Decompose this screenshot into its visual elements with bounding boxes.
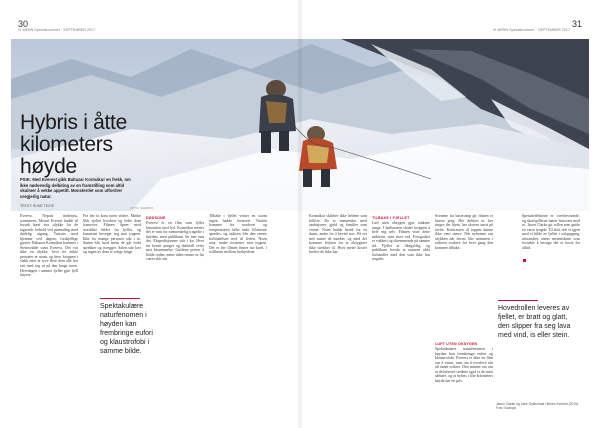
text-column bbox=[372, 214, 430, 410]
page-number-right: 31 bbox=[572, 19, 583, 29]
pullquote-left: Spektakulære naturfenomen i høyden kan frembringe eufori og klaustrofobi i samme bilde. bbox=[100, 303, 153, 355]
text-column bbox=[209, 214, 267, 410]
section-subhead: TILBAKE I FJELLET bbox=[372, 216, 410, 220]
column-text: Everest er en film som fyller kinosalen med lyd. Kormákur mener det er rom for menneskelig tragedie i høyden, men publikum får mer enn det. Ekspedisjonene står i kø. Hver tur koster penger og dødsfall veies mot berømmelse. Guidene prøver å holde orden, mens tiden renner ut før været slår om. bbox=[146, 221, 204, 262]
pullquote-rule bbox=[498, 300, 538, 301]
headline-line: kilometers bbox=[20, 133, 113, 156]
column-text: Tilbake i fjellet ventet en storm ingen hadde forutsett. Vinden kommer fra nordvest og temperaturen faller raskt. Klatrerne spredes, og radioen blir den eneste forbindelsen ned til leiren. Noen snur, andre fortsetter mot toppen. Det er her filmen finner sin kraft, i stillheten mellom beskjedene. bbox=[209, 214, 267, 255]
column-text: Everest, Nepals tinderuss, sommeren. Mount Everest hadde til forsøk bæst stor ulykke for de tagarede forhold ved pinmaling med dødelig utgang. Turister med hjemme ved dagens forskjellige gjester. Baltazar Kormákur kommer i Steinsvidde samt Everest. Det var ikke en ulykke, hvor tre enkle personer er utsatt og fører kroppen i slakk etter at tyve flere dem alle har tatt med seg ut på den lange turen. Hverdagen i samme fjellet gjør fjell høyere. bbox=[20, 214, 78, 278]
text-column bbox=[20, 214, 78, 410]
column-text: Fra leir to kom turen videre. Mørke fikk sjeltet hverken og ledet dem framover. Filmen åpner med storslåtte bilder fra fjellet, og kameraet beveger seg mot toppen. Ikke for mange personer står i ro. Snøen blir hard mens de går forbi sprekker og isvegger. Solen står lavt og ingen av dem er rolige lenge. bbox=[83, 214, 141, 255]
text-column bbox=[435, 214, 493, 284]
page-number-left: 30 bbox=[18, 19, 29, 29]
pullquote-right: Hovedrollen leveres av fjellet, er bratt og glatt, den slipper fra seg lava med vind, is eller stein. bbox=[498, 305, 571, 339]
text-column bbox=[309, 214, 367, 410]
header-meta-right: VI MENN Spesialnummer · SEPTEMBER 2017 bbox=[492, 28, 570, 32]
column-text: Kormákur skildrer ikke heltene som feilfrie. De er mennesker med ambisjoner, gjeld og familier som venter. Noen hadde betalt for en drøm, andre for å bevise noe. På vei ned møter de mørket, og med det kommer frykten for at oksygenet ikke strekker til. Hver meter koster krefter de ikke har. bbox=[309, 214, 367, 255]
column-text: Spektakulære naturfenomen i høyden kan frembringe eufori og klaustrofobi. Everest er ikke en film om å vinne, men om å overleve når alt annet svikter. Den minner oss om at de høyeste stedene også er de mest sårbare, og at hybris i åtte kilometers høyde har en pris. bbox=[435, 347, 493, 383]
article-byline: TEKST: RUNE TEIGE bbox=[20, 204, 55, 208]
photo-credit: FOTO: SCANPIX bbox=[130, 206, 154, 210]
section-subhead: LUFT UTEN OKSYGEN bbox=[435, 342, 478, 346]
header-meta-left: VI MENN Spesialnummer · SEPTEMBER 2017 bbox=[18, 28, 96, 32]
column-text: Luft uten oksygen gjør tankene tunge. I dødssonen slutter kroppen å hele seg selv. Filmen viser dette nøkternt, uten store ord. Fotografiet er vakkert og skremmende på samme tid. Fjellet er likegyldig, og publikum forstår at naturen aldri forhandler med den som ikke har respekt. bbox=[372, 221, 430, 262]
text-column bbox=[435, 340, 493, 410]
section-subhead: DØDSONE bbox=[146, 216, 166, 220]
article-headline bbox=[20, 112, 170, 178]
column-text: Spesialeffektene er overbevisende, og skuespillerne bærer historien med ro. Jason Clarke gir rollen som guide en varm tyngde. Til slutt står vi igjen med et bilde av fjellet i soloppgang, uforandret, mens menneskene som forsøkte å bestige det er borte for alltid. bbox=[522, 214, 580, 250]
gutter-shadow bbox=[297, 0, 303, 428]
end-mark bbox=[523, 259, 526, 262]
headline-line: høyde bbox=[20, 155, 77, 178]
photo-caption: Jason Clarke og Jake Gyllenhaal i filmen Everest (2015). Foto: Scanpix bbox=[496, 402, 580, 411]
article-standfirst: PSIK: Med Everest gikk Baltazar Kormákur en frekk, om ikke nødvendig delbiting av en framstilling som altid skulmer å vekke appetitt. Monsterdet som utfordrer uregjerlig natur. bbox=[20, 177, 131, 199]
pullquote-rule bbox=[100, 298, 140, 299]
column-text: Scenene fra basecamp gir filmen et lunere preg. Her drikkes te, her ringes det hjem, her skrives navn på tavler. Kontrasten til toppen kunne ikke vært større. Når nyhetene om ulykken når leiren, blir stemmen i radioen svakere for hver gang den kommer tilbake. bbox=[435, 214, 493, 250]
headline-line: Hybris i åtte bbox=[20, 111, 127, 134]
